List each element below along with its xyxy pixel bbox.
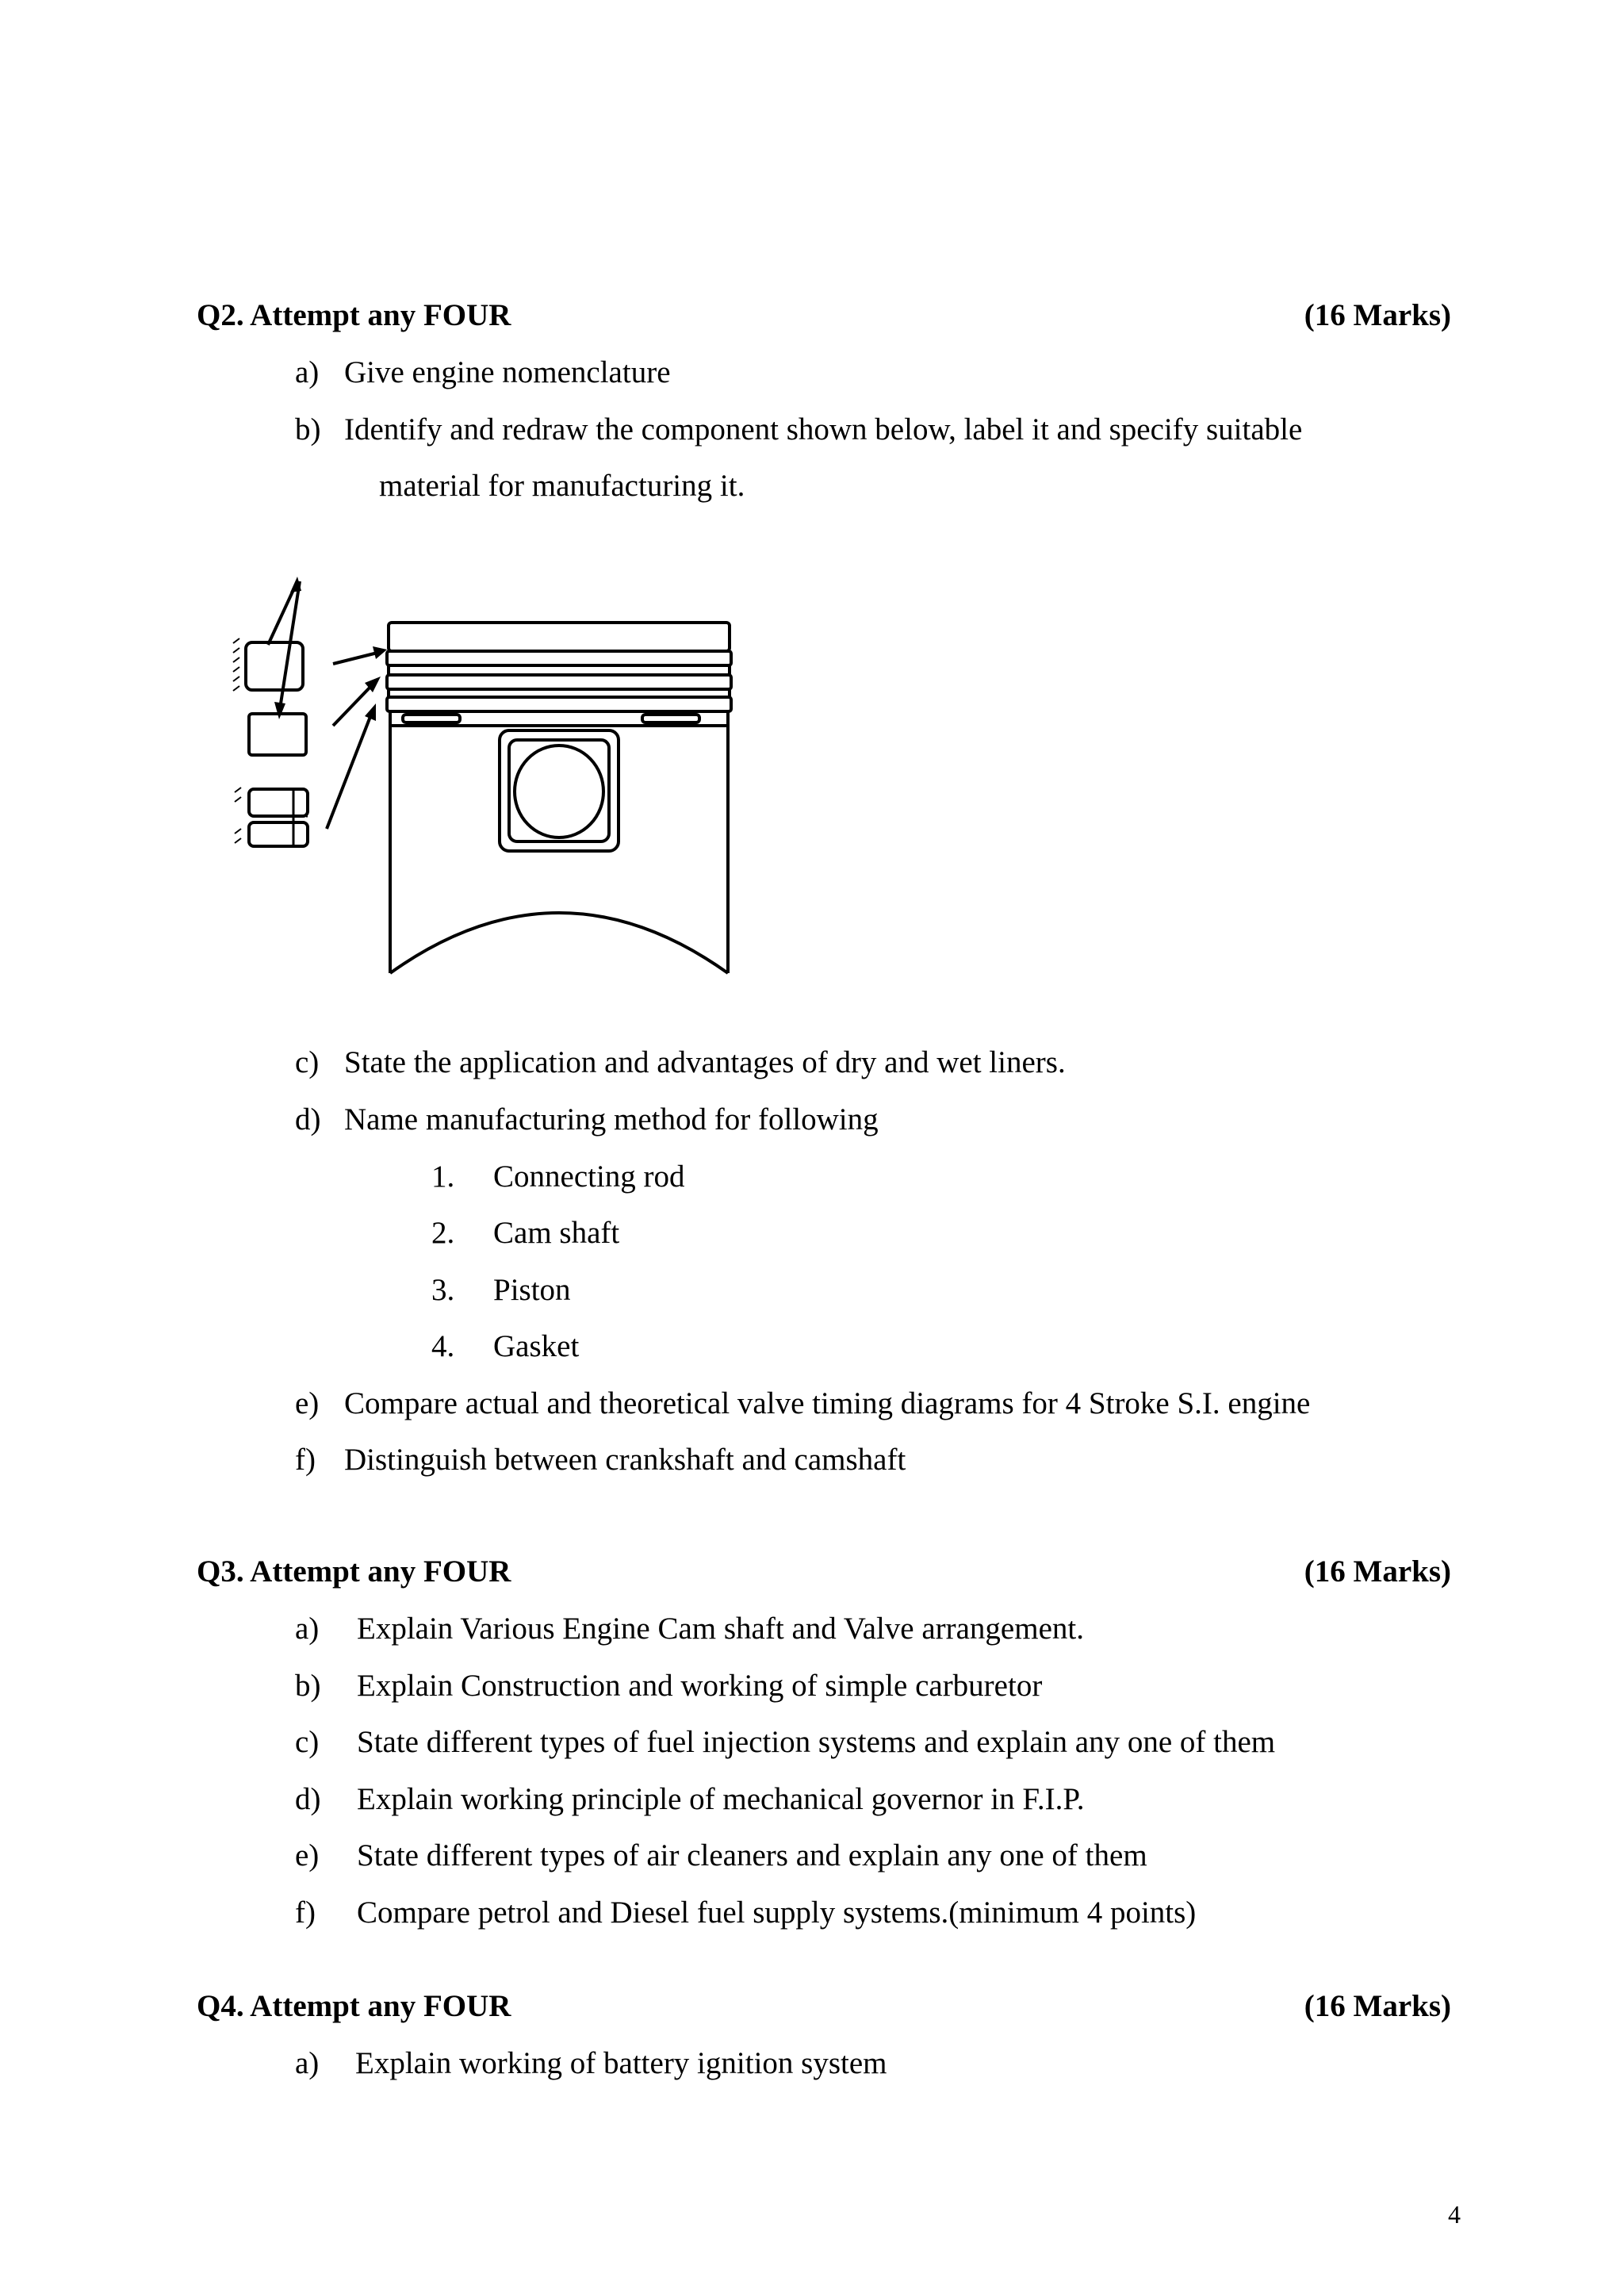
q4-marks: (16 Marks) bbox=[1304, 1989, 1451, 2023]
q2-e-label: e) bbox=[295, 1386, 320, 1420]
sublist-text-1: Connecting rod bbox=[493, 1159, 685, 1194]
q2-a-text: Give engine nomenclature bbox=[344, 355, 671, 389]
pin-boss-inner bbox=[509, 740, 609, 841]
q2-title: Q2. Attempt any FOUR bbox=[197, 298, 511, 332]
pin-boss-outer bbox=[500, 730, 619, 851]
q3-e-text: State different types of air cleaners and explain any one of them bbox=[357, 1838, 1147, 1872]
sublist-text-3: Piston bbox=[493, 1273, 571, 1307]
q2-d-text: Name manufacturing method for following bbox=[344, 1102, 879, 1137]
q4-a-text: Explain working of battery ignition system bbox=[355, 2046, 887, 2080]
q4-title: Q4. Attempt any FOUR bbox=[197, 1989, 511, 2023]
piston-ring-3 bbox=[387, 675, 731, 689]
q3-c-label: c) bbox=[295, 1725, 320, 1759]
ring-section-2 bbox=[249, 714, 306, 755]
sublist-num-4: 4. bbox=[431, 1329, 455, 1363]
page-number: 4 bbox=[1448, 2200, 1461, 2229]
q2-f-text: Distinguish between crankshaft and camshaft bbox=[344, 1443, 906, 1477]
sublist-text-4: Gasket bbox=[493, 1329, 580, 1363]
q2-b-text-cont: material for manufacturing it. bbox=[379, 469, 745, 503]
q2-a-label: a) bbox=[295, 355, 320, 389]
ring-section-3 bbox=[249, 789, 308, 816]
q3-e-label: e) bbox=[295, 1838, 320, 1872]
q3-f-label: f) bbox=[295, 1895, 316, 1930]
q3-f-text: Compare petrol and Diesel fuel supply systems.(minimum 4 points) bbox=[357, 1895, 1197, 1930]
q2-b-label: b) bbox=[295, 412, 321, 447]
sublist-num-1: 1. bbox=[431, 1159, 455, 1194]
q3-title: Q3. Attempt any FOUR bbox=[197, 1554, 511, 1589]
pointer-arrows bbox=[268, 577, 387, 829]
piston-crown bbox=[389, 623, 730, 651]
gudgeon-pin-hole bbox=[515, 746, 603, 838]
piston-ring-1 bbox=[387, 651, 731, 665]
q3-d-label: d) bbox=[295, 1782, 321, 1816]
q2-c-text: State the application and advantages of dry and wet liners. bbox=[344, 1045, 1066, 1079]
q3-a-label: a) bbox=[295, 1612, 320, 1646]
q3-b-label: b) bbox=[295, 1669, 321, 1703]
oil-slot-left bbox=[403, 715, 460, 723]
q2-marks: (16 Marks) bbox=[1304, 298, 1451, 332]
oil-slot-right bbox=[642, 715, 699, 723]
q2-d-label: d) bbox=[295, 1102, 321, 1137]
q2-c-label: c) bbox=[295, 1045, 320, 1079]
ring-section-1 bbox=[246, 642, 303, 690]
sublist-text-2: Cam shaft bbox=[493, 1216, 620, 1250]
q2-b-text: Identify and redraw the component shown below, label it and specify suitable bbox=[344, 412, 1303, 447]
q2-f-label: f) bbox=[295, 1443, 316, 1477]
ring-section-4 bbox=[249, 822, 308, 846]
q4-a-label: a) bbox=[295, 2046, 320, 2080]
piston-ring-5 bbox=[387, 697, 731, 711]
q3-c-text: State different types of fuel injection systems and explain any one of them bbox=[357, 1725, 1276, 1759]
sublist-num-2: 2. bbox=[431, 1216, 455, 1250]
piston-skirt-bottom bbox=[390, 913, 728, 973]
q3-b-text: Explain Construction and working of simple carburetor bbox=[357, 1669, 1043, 1703]
q3-a-text: Explain Various Engine Cam shaft and Valve arrangement. bbox=[357, 1612, 1084, 1646]
sublist-num-3: 3. bbox=[431, 1273, 455, 1307]
q2-e-text: Compare actual and theoretical valve timing diagrams for 4 Stroke S.I. engine bbox=[344, 1386, 1311, 1420]
q3-marks: (16 Marks) bbox=[1304, 1554, 1451, 1589]
piston-diagram bbox=[222, 567, 761, 987]
q3-d-text: Explain working principle of mechanical governor in F.I.P. bbox=[357, 1782, 1085, 1816]
hatch-marks bbox=[233, 638, 241, 843]
